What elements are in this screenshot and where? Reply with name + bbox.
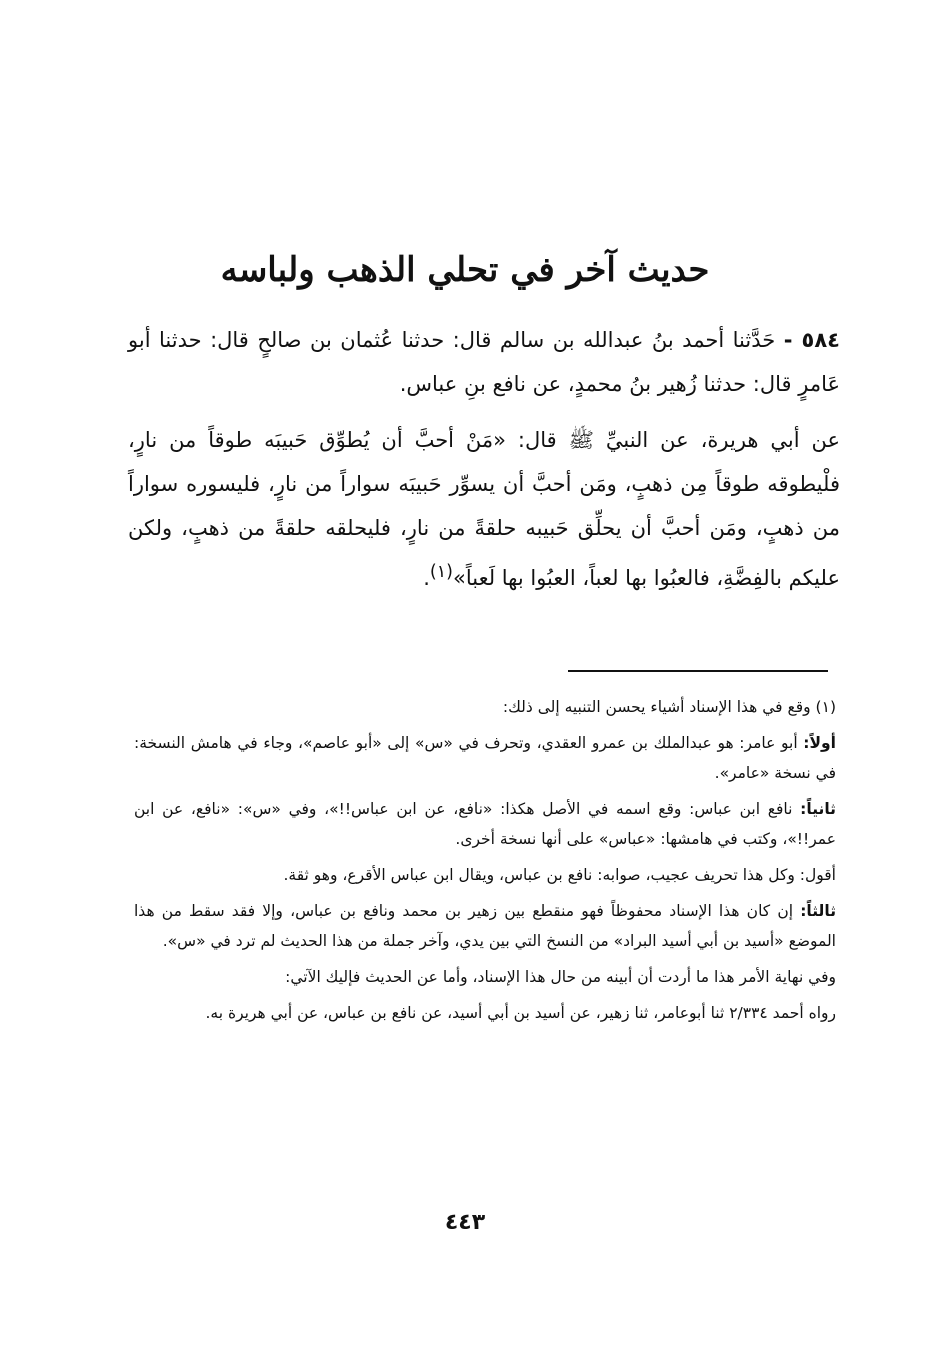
hadith-number: ٥٨٤ - <box>783 328 840 352</box>
page-number: ٤٤٣ <box>444 1210 486 1235</box>
footnote-item <box>134 728 836 788</box>
footnote-text: رواه أحمد ٢/٣٣٤ ثنا أبوعامر، ثنا زهير، عن أسيد بن أبي أسيد، عن نافع بن عباس، عن أبي هريرة به. <box>205 1004 836 1022</box>
footnote-item <box>134 962 836 992</box>
footnote-lead: ثالثاً: <box>800 902 837 920</box>
footnote-divider <box>568 670 828 672</box>
footnote-item <box>134 794 836 854</box>
footnote-text: نافع ابن عباس: وقع اسمه في الأصل هكذا: «نافع، عن ابن عباس!!»، وفي «س»: «نافع، عن ابن عمر!!»، وكتب في هامشها: «عباس» على أنها نسخة أخرى. <box>134 800 836 848</box>
footnote-text: أقول: وكل هذا تحريف عجيب، صوابه: نافع بن عباس، ويقال ابن عباس الأقرع، وهو ثقة. <box>283 866 836 884</box>
footnote-text: إن كان هذا الإسناد محفوظاً فهو منقطع بين زهير بن محمد ونافع بن عباس، وإلا فقد سقط من هذا الموضع «أسيد بن أبي أسيد البراد» من النسخ التي بين يدي، وآخر جملة من هذا الحديث لم ترد في «س». <box>134 902 836 950</box>
footnote-reference[interactable]: (١) <box>429 562 453 582</box>
footnote-lead: ثانياً: <box>800 800 836 818</box>
footnote-text: أبو عامر: هو عبدالملك بن عمرو العقدي، وتحرف في «س» إلى «أبو عاصم»، وجاء في هامش النسخة: في نسخة «عامر». <box>134 734 836 782</box>
footnote-item <box>134 998 836 1028</box>
matn-text: عن أبي هريرة، عن النبيِّ ﷺ قال: «مَنْ أحبَّ أن يُطوِّق حَبيبَه طوقاً من نارٍ، فلْيطوقه طوقاً مِن ذهبٍ، ومَن أحبَّ أن يسوِّر حَبيبَه سواراً من نارٍ، فليسوره سواراً من ذهبٍ، ومَن أحبَّ أن يحلِّق حَبيبه حلقةً من نارٍ، فليحلقه حلقةً من ذهبٍ، ولكن عليكم بالفِضَّةِ، فالعبُوا بها لعباً، العبُوا بها لَعباً» <box>128 428 840 590</box>
isnad-text: حَدَّثنا أحمد بنُ عبدالله بن سالم قال: حدثنا عُثمان بن صالحٍ قال: حدثنا أبو عَامرٍ قال: حدثنا زُهير بنُ محمدٍ، عن نافع بنِ عباس. <box>128 328 840 396</box>
matn-end: . <box>423 566 430 590</box>
footnotes <box>134 692 836 1034</box>
hadith-isnad <box>128 318 840 406</box>
footnote-item <box>134 860 836 890</box>
hadith-block <box>128 318 840 600</box>
footnote-item <box>134 896 836 956</box>
footnote-text: وفي نهاية الأمر هذا ما أردت أن أبينه من حال هذا الإسناد، وأما عن الحديث فإليك الآتي: <box>285 968 836 986</box>
chapter-title: حديث آخر في تحلي الذهب ولباسه <box>220 249 710 290</box>
footnote-intro: (١) وقع في هذا الإسناد أشياء يحسن التنبيه إلى ذلك: <box>502 698 836 716</box>
footnote-lead: أولاً: <box>803 734 836 752</box>
hadith-matn <box>128 418 840 600</box>
